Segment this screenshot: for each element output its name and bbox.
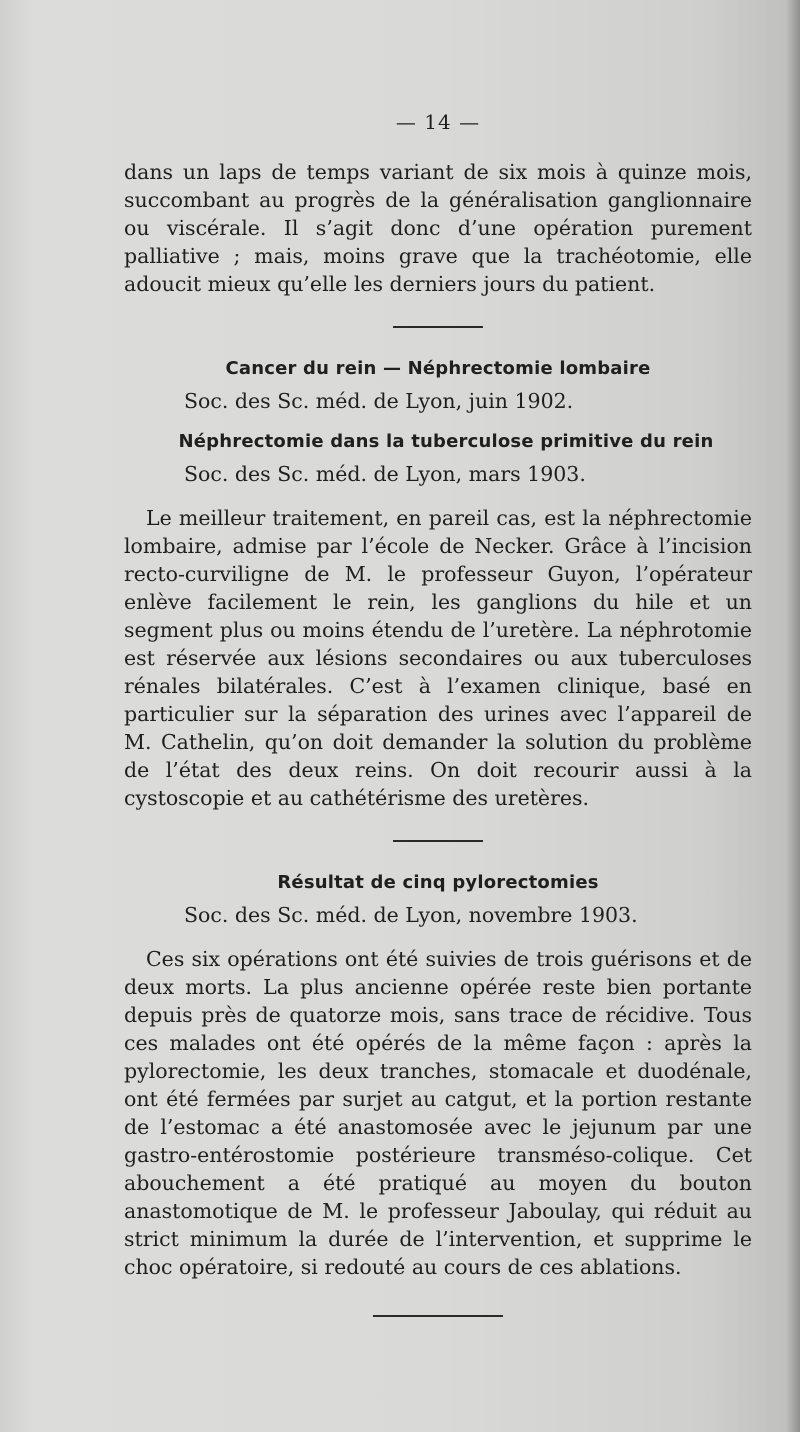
page-end-divider [373,1315,503,1317]
section-body-pylorectomies: Ces six opérations ont été suivies de trois guérisons et de deux morts. La plus ancienne opérée reste bien portante depuis près de quatorze mois, sans trace de récidive. Tous ces malades ont été opérés de la même façon : après la pylorectomie, les deux tranches, stomacale et duodénale, ont été fermées par surjet au catgut, et la portion restante de l’estomac a été anastomosée avec le jejunum par une gastro-entérostomie postérieure transméso-colique. Cet abouchement a été pratiqué au moyen du bouton anastomotique de M. le professeur Jaboulay, qui réduit au strict minimum la durée de l’intervention, et supprime le choc opératoire, si redouté au cours de ces ablations. [124,947,752,1279]
section-heading-cancer-du-rein: Cancer du rein — Néphrectomie lombaire [225,358,651,379]
section-body-nephrectomie-tuberculose: Le meilleur traitement, en pareil cas, est la néphrectomie lombaire, admise par l’école de Necker. Grâce à l’incision recto-curviligne de M. le professeur Guyon, l’opérateur enlève facilement le rein, les ganglions du hile et un segment plus ou moins étendu de l’uretère. La néphrotomie est réservée aux lésions secondaires ou aux tuberculoses rénales bilatérales. C’est à l’examen clinique, basé en particulier sur la séparation des urines avec l’appareil de M. Cathelin, qu’on doit demander la solution du problème de l’état des deux reins. On doit recourir aussi à la cystoscopie et au cathétérisme des uretères. [124,506,752,810]
section-heading-nephrectomie-tuberculose: Néphrectomie dans la tuberculose primitive du rein [178,431,714,452]
section-citation-cancer-du-rein: Soc. des Sc. méd. de Lyon, juin 1902. [184,389,574,413]
section-citation-nephrectomie-tuberculose: Soc. des Sc. méd. de Lyon, mars 1903. [184,462,586,486]
page-content [124,110,752,1347]
page-gutter-shadow [786,0,800,1432]
intro-paragraph: dans un laps de temps variant de six mois à quinze mois, succombant au progrès de la généralisation ganglionnaire ou viscérale. Il s’agit donc d’une opération purement palliative ; mais, moins grave que la trachéotomie, elle adoucit mieux qu’elle les derniers jours du patient. [124,160,752,296]
section-heading-pylorectomies: Résultat de cinq pylorectomies [277,872,599,893]
section-divider [393,326,483,328]
section-citation-pylorectomies: Soc. des Sc. méd. de Lyon, novembre 1903. [184,903,638,927]
page-number: — 14 — [395,110,481,134]
section-divider [393,840,483,842]
